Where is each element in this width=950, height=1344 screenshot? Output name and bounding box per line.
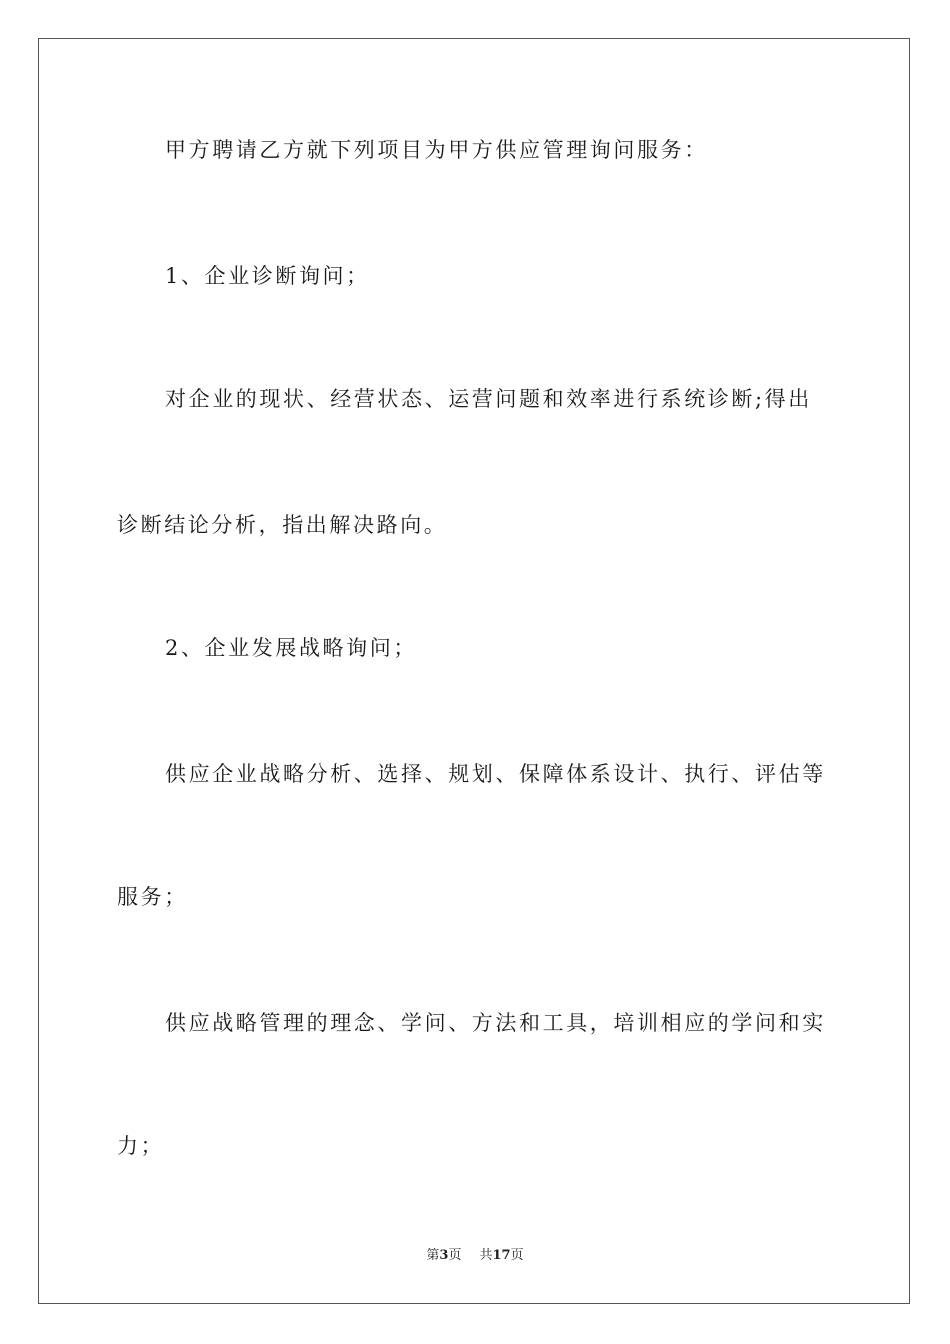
page-suffix: 页 — [448, 1248, 462, 1263]
paragraph-item-2-heading: 2、企业发展战略询问； — [165, 636, 417, 660]
paragraph-item-1-body-line-1: 对企业的现状、经营状态、运营问题和效率进行系统诊断;得出 — [165, 387, 812, 411]
paragraph-item-1-body-line-2: 诊断结论分析，指出解决路向。 — [117, 513, 448, 537]
page-number: 3 — [439, 1248, 449, 1263]
page-prefix: 第 — [426, 1248, 440, 1263]
paragraph-item-2-body-line-2: 服务； — [117, 885, 188, 909]
paragraph-item-2-body-line-1: 供应企业战略分析、选择、规划、保障体系设计、执行、评估等 — [165, 762, 826, 786]
paragraph-training-line-1: 供应战略管理的理念、学问、方法和工具，培训相应的学问和实 — [165, 1011, 826, 1035]
paragraph-intro: 甲方聘请乙方就下列项目为甲方供应管理询问服务： — [165, 138, 708, 162]
paragraph-item-1-heading: 1、企业诊断询问； — [165, 264, 370, 288]
total-suffix: 页 — [510, 1248, 524, 1263]
paragraph-training-line-2: 力； — [117, 1134, 165, 1158]
total-prefix: 共 — [479, 1248, 493, 1263]
total-pages: 17 — [492, 1248, 511, 1263]
page-border — [38, 38, 910, 1304]
page-footer — [0, 1248, 950, 1264]
